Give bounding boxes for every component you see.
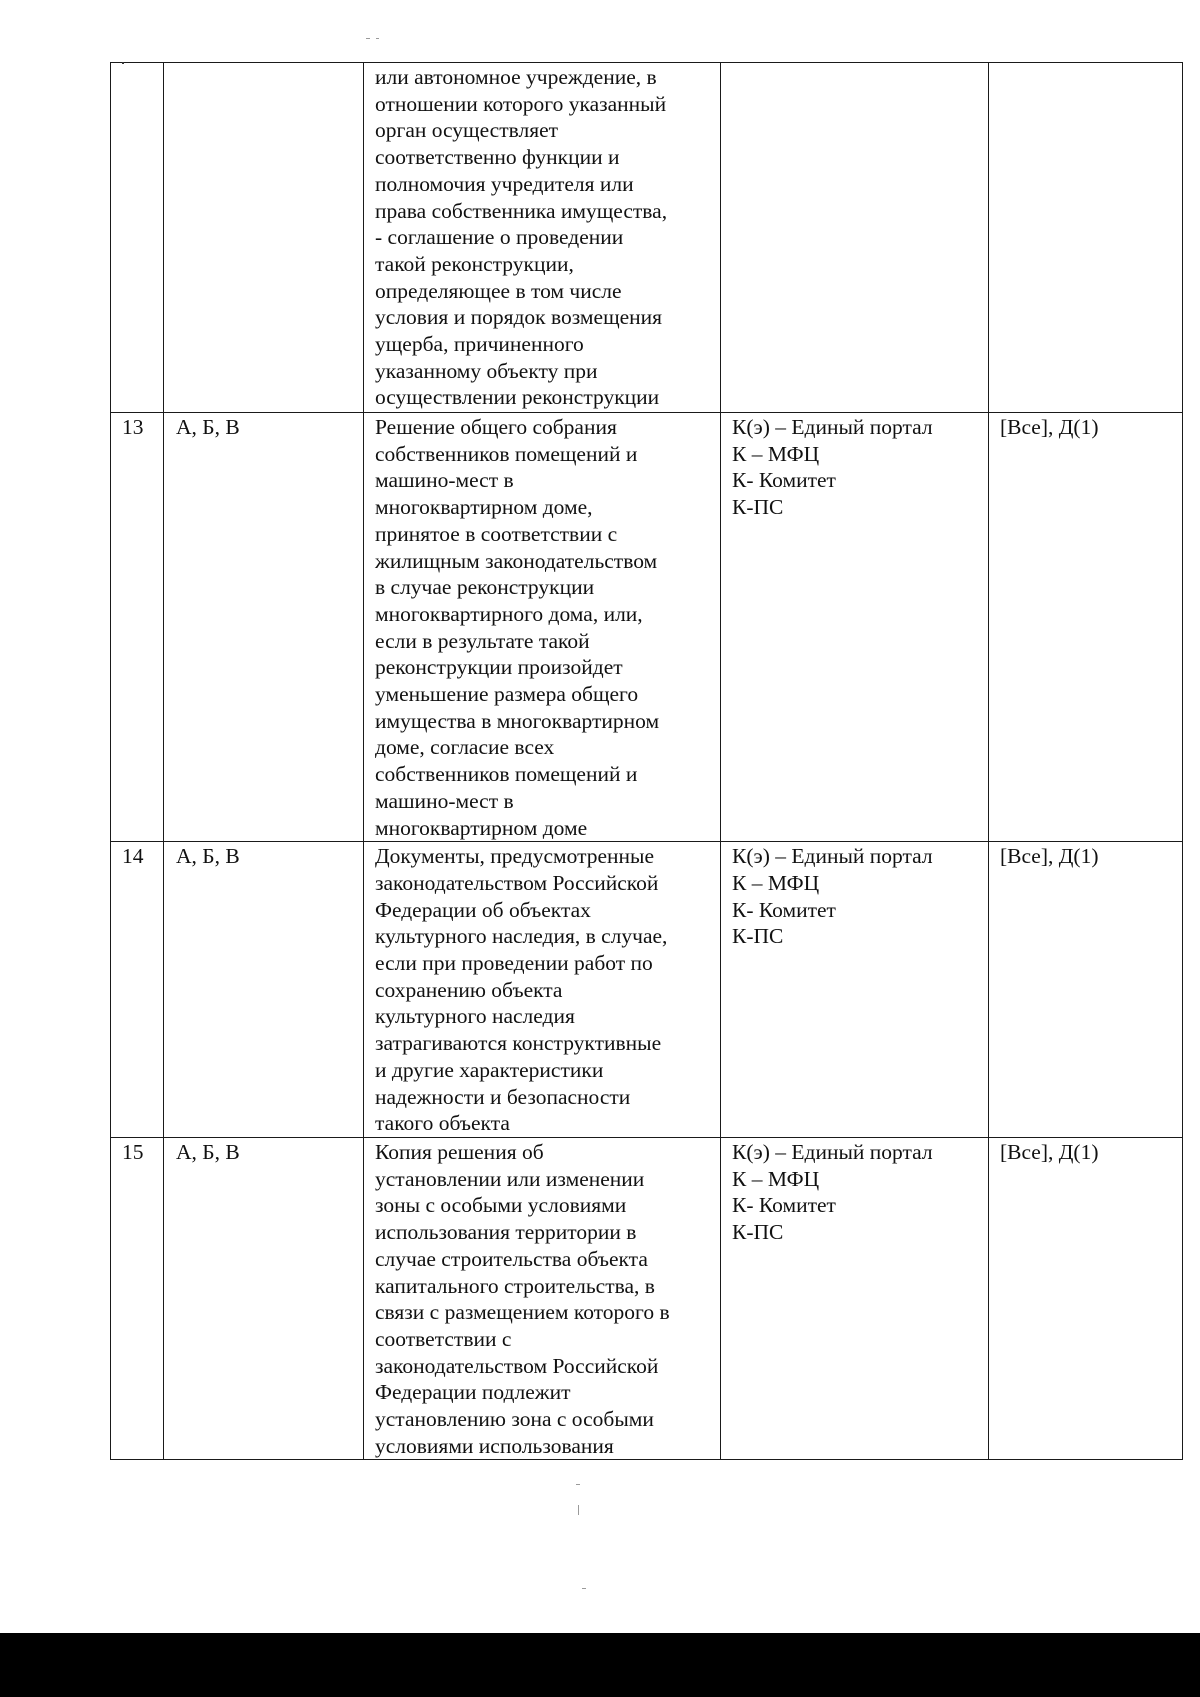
scan-speck — [576, 1484, 580, 1485]
table-row — [111, 63, 1183, 413]
submission-methods-cell — [721, 413, 989, 842]
row-number: 14 — [122, 844, 144, 869]
scan-speck — [122, 62, 124, 64]
submission-methods-cell — [721, 63, 989, 413]
table-row — [111, 413, 1183, 842]
recipients-cell — [989, 842, 1183, 1138]
applicants-cell — [164, 63, 364, 413]
document-description-cell — [364, 1137, 721, 1459]
document-description-cell — [364, 413, 721, 842]
document-description: или автономное учреждение, в отношении которого указанный орган осуществляет соответственно функции и полномочия учредителя или права собственника имущества, - соглашение о проведении такой реконструкции, определяющее в том числе условия и порядок возмещения ущерба, причиненного указанному объекту при осуществлении реконструкции — [375, 65, 668, 410]
document-description: Копия решения об установлении или изменении зоны с особыми условиями использования территории в случае строительства объекта капитального строительства, в связи с размещением которого в соответствии с законодательством Российской Федерации подлежит установлению зона с особыми условиями использования — [375, 1139, 670, 1458]
row-number-cell — [111, 413, 164, 842]
applicants-text: А, Б, В — [176, 844, 240, 869]
table-row — [111, 1137, 1183, 1459]
applicants-cell — [164, 1137, 364, 1459]
recipients-text: [Все], Д(1) — [1000, 1139, 1099, 1164]
submission-methods: К(э) – Единый портал К – МФЦ К- Комитет К-ПС — [732, 1139, 933, 1245]
document-description-cell — [364, 63, 721, 413]
recipients-text: [Все], Д(1) — [1000, 415, 1099, 439]
document-description: Решение общего собрания собственников помещений и машино-мест в многоквартирном доме, принятое в соответствии с жилищным законодательством в случае реконструкции многоквартирного дома, или, если в результате такой реконструкции произойдет уменьшение размера общего имущества в многоквартирном доме, согласие всех собственников помещений и машино-мест в многоквартирном доме — [375, 415, 660, 840]
recipients-text: [Все], Д(1) — [1000, 844, 1099, 869]
table-row — [111, 842, 1183, 1138]
documents-table — [110, 62, 1183, 1460]
recipients-cell — [989, 1137, 1183, 1459]
applicants-cell — [164, 842, 364, 1138]
row-number-cell — [111, 842, 164, 1138]
applicants-text: А, Б, В — [176, 415, 240, 439]
recipients-cell — [989, 413, 1183, 842]
row-number: 13 — [122, 415, 144, 439]
submission-methods-cell — [721, 842, 989, 1138]
document-description-cell — [364, 842, 721, 1138]
recipients-cell — [989, 63, 1183, 413]
scan-speck — [366, 38, 370, 39]
submission-methods-cell — [721, 1137, 989, 1459]
scan-speck — [582, 1588, 586, 1589]
scan-bottom-border — [0, 1633, 1200, 1697]
submission-methods: К(э) – Единый портал К – МФЦ К- Комитет К-ПС — [732, 844, 933, 949]
scan-speck — [578, 1505, 579, 1515]
document-description: Документы, предусмотренные законодательством Российской Федерации об объектах культурного наследия, в случае, если при проведении работ по сохранению объекта культурного наследия затрагиваются конструктивные и другие характеристики надежности и безопасности такого объекта — [375, 844, 668, 1136]
row-number-cell — [111, 63, 164, 413]
row-number-cell — [111, 1137, 164, 1459]
applicants-cell — [164, 413, 364, 842]
applicants-text: А, Б, В — [176, 1139, 240, 1164]
submission-methods: К(э) – Единый портал К – МФЦ К- Комитет К-ПС — [732, 415, 933, 520]
row-number: 15 — [122, 1139, 144, 1164]
scan-speck — [376, 38, 379, 39]
